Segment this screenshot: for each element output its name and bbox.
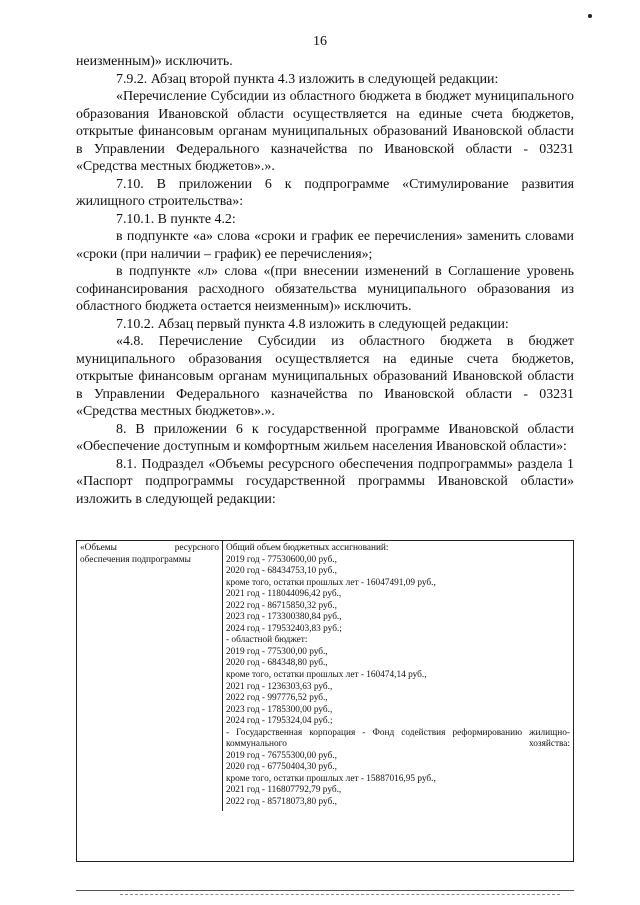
table-label-line: «Объемы ресурсного [80,543,219,553]
table-value-line: 2019 год - 775300,00 руб., [226,646,328,657]
funding-table [76,540,574,862]
table-value-line: Общий объем бюджетных ассигнований: [226,543,389,553]
page-number: 16 [313,34,327,49]
paragraph: неизменным)» исключить. [76,54,233,69]
table-value-line: 2020 год - 68434753,10 руб., [226,566,337,577]
table-value-line: 2019 год - 77530600,00 руб., [226,554,337,565]
table-value-line: 2023 год - 173300380,84 руб., [226,612,342,623]
table-value-cell [223,541,574,811]
table-value-line: кроме того, остатки прошлых лет - 16047491,09 руб., [226,577,436,588]
table-value-line: 2023 год - 1785300,00 руб., [226,704,333,715]
table-value-line: 2022 год - 85718073,80 руб., [226,797,337,808]
table-value-line: 2020 год - 67750404,30 руб., [226,762,337,773]
table-value-line: 2021 год - 1236303,63 руб., [226,681,333,692]
table-value-line: 2024 год - 179532403,83 руб.; [226,623,342,634]
table-value-line: кроме того, остатки прошлых лет - 160474,14 руб., [226,670,427,681]
scan-mark [588,14,592,18]
paragraph: 7.9.2. Абзац второй пункта 4.3 изложить в следующей редакции: [116,71,499,87]
paragraph: 8. В приложении 6 к государственной программе Ивановской области «Обеспечение доступным и комфортным жильем населения Ивановской области»: [76,421,574,454]
table-value-line: кроме того, остатки прошлых лет - 15887016,95 руб., [226,773,436,784]
table-row [77,541,573,811]
table-value-line: 2020 год - 684348,80 руб., [226,658,328,669]
footer-divider [120,894,560,895]
paragraph: 8.1. Подраздел «Объемы ресурсного обеспечения подпрограммы» раздела 1 «Паспорт подпрограммы государственной программы Ивановской области» изложить в следующей редакции: [76,456,574,507]
document-body [76,53,574,508]
table-value-line: - Государственная корпорация - Фонд содействия реформированию жилищно-коммунального хозяйства: [226,727,570,750]
table-value-line: 2021 год - 118044096,42 руб., [226,589,342,600]
footer-divider [76,890,574,891]
table-label-line: обеспечения подпрограммы [80,554,191,565]
paragraph: 7.10.2. Абзац первый пункта 4.8 изложить в следующей редакции: [116,316,509,332]
paragraph: в подпункте «л» слова «(при внесении изменений в Соглашение уровень софинансирования расходного обязательства муниципального образования из областного бюджета остается неизменным)» исключить. [76,264,574,314]
paragraph: «4.8. Перечисление Субсидии из областного бюджета в бюджет муниципального образования осуществляется на единые счета бюджетов, открытые финансовым органам муниципальных образований Ивановской области в Управлении Федерального казначейства по Ивановской области - 03231 «Средства местных бюджетов».». [76,334,574,419]
paragraph: «Перечисление Субсидии из областного бюджета в бюджет муниципального образования Ивановской области осуществляется на единые счета бюджетов, открытые финансовым органам муниципальных образований Ивановской области в Управлении Федерального казначейства по Ивановской области - 03231 «Средства местных бюджетов».». [76,89,574,174]
table-value-line: 2022 год - 86715850,32 руб., [226,600,337,611]
paragraph: 7.10.1. В пункте 4.2: [116,211,236,227]
table-value-line: 2019 год - 76755300,00 руб., [226,750,337,761]
table-value-line: - областной бюджет: [226,635,308,646]
table-label-cell [77,541,223,811]
paragraph: в подпункте «а» слова «сроки и график ее перечисления» заменить словами «сроки (при наличии – график) ее перечисления»; [76,229,574,262]
table-value-line: 2022 год - 997776,52 руб., [226,693,328,704]
paragraph: 7.10. В приложении 6 к подпрограмме «Стимулирование развития жилищного строительства»: [76,176,574,209]
table-value-line: 2024 год - 1795324,04 руб.; [226,716,333,727]
table-value-line: 2021 год - 116807792,79 руб., [226,785,342,796]
